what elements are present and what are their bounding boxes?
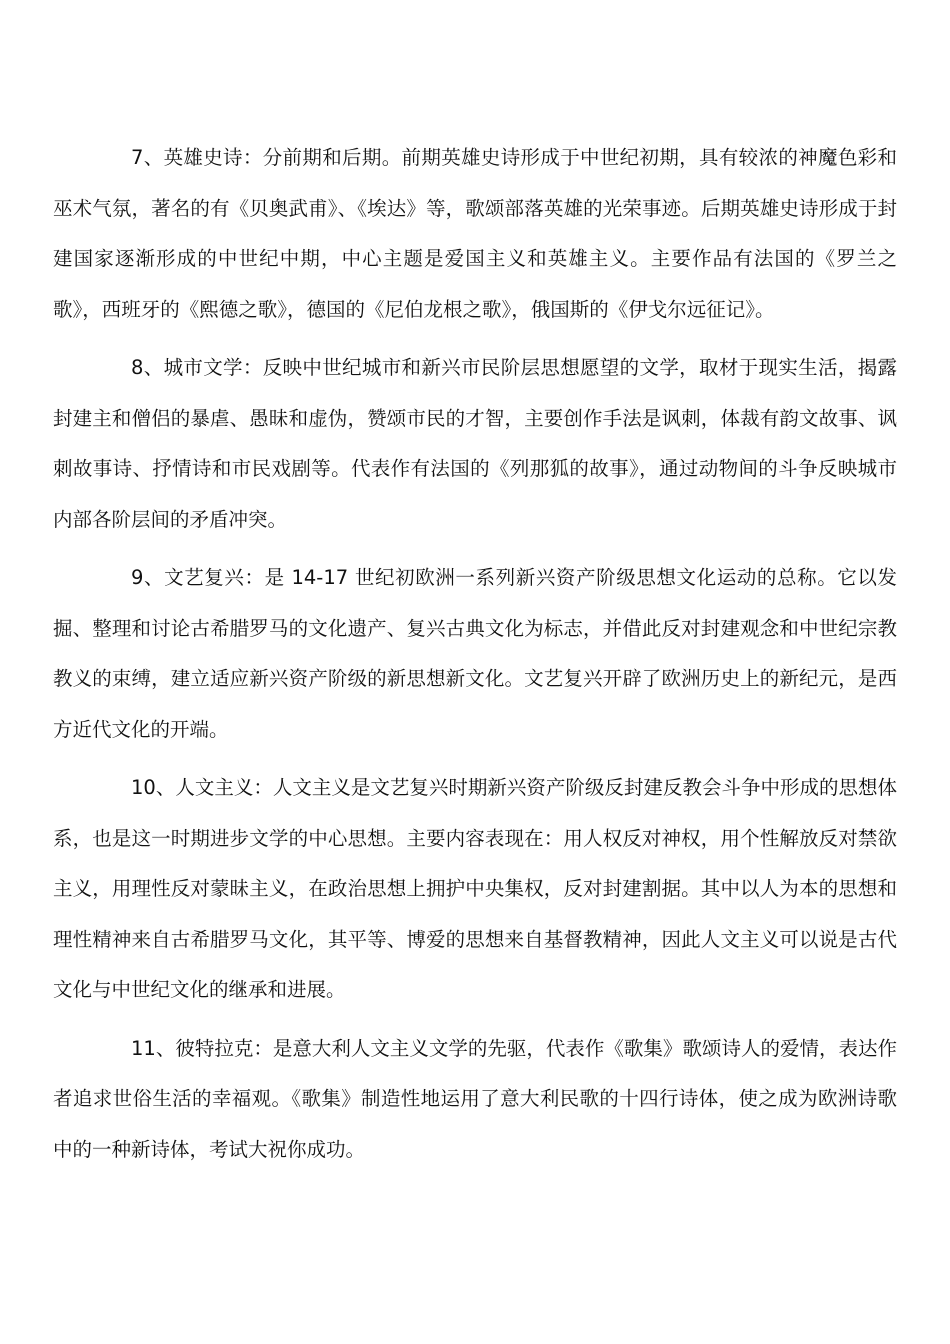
- paragraph-renaissance: 9、文艺复兴：是 14-17 世纪初欧洲一系列新兴资产阶级思想文化运动的总称。它以发掘、整理和讨论古希腊罗马的文化遗产、复兴古典文化为标志，并借此反对封建观念和中世纪宗教教义的束缚，建立适应新兴资产阶级的新思想新文化。文艺复兴开辟了欧洲历史上的新纪元，是西方近代文化的开端。: [53, 566, 897, 741]
- paragraph-heroic-epic: 7、英雄史诗：分前期和后期。前期英雄史诗形成于中世纪初期，具有较浓的神魔色彩和巫术气氛，著名的有《贝奥武甫》、《埃达》等，歌颂部落英雄的光荣事迹。后期英雄史诗形成于封建国家逐渐形成的中世纪中期，中心主题是爱国主义和英雄主义。主要作品有法国的《罗兰之歌》，西班牙的《熙德之歌》，德国的《尼伯龙根之歌》，俄国斯的《伊戈尔远征记》。: [53, 146, 897, 321]
- paragraph-humanism: 10、人文主义：人文主义是文艺复兴时期新兴资产阶级反封建反教会斗争中形成的思想体系，也是这一时期进步文学的中心思想。主要内容表现在：用人权反对神权，用个性解放反对禁欲主义，用理性反对蒙昧主义，在政治思想上拥护中央集权，反对封建割据。其中以人为本的思想和理性精神来自古希腊罗马文化，其平等、博爱的思想来自基督教精神，因此人文主义可以说是古代文化与中世纪文化的继承和进展。: [53, 776, 897, 1001]
- paragraph-urban-literature: 8、城市文学：反映中世纪城市和新兴市民阶层思想愿望的文学，取材于现实生活，揭露封建主和僧侣的暴虐、愚昧和虚伪，赞颂市民的才智，主要创作手法是讽刺，体裁有韵文故事、讽刺故事诗、抒情诗和市民戏剧等。代表作有法国的《列那狐的故事》，通过动物间的斗争反映城市内部各阶层间的矛盾冲突。: [53, 356, 897, 531]
- document-body: [53, 133, 897, 1183]
- paragraph-petrarch: 11、彼特拉克：是意大利人文主义文学的先驱，代表作《歌集》歌颂诗人的爱情，表达作者追求世俗生活的幸福观。《歌集》制造性地运用了意大利民歌的十四行诗体，使之成为欧洲诗歌中的一种新诗体，考试大祝你成功。: [53, 1036, 897, 1161]
